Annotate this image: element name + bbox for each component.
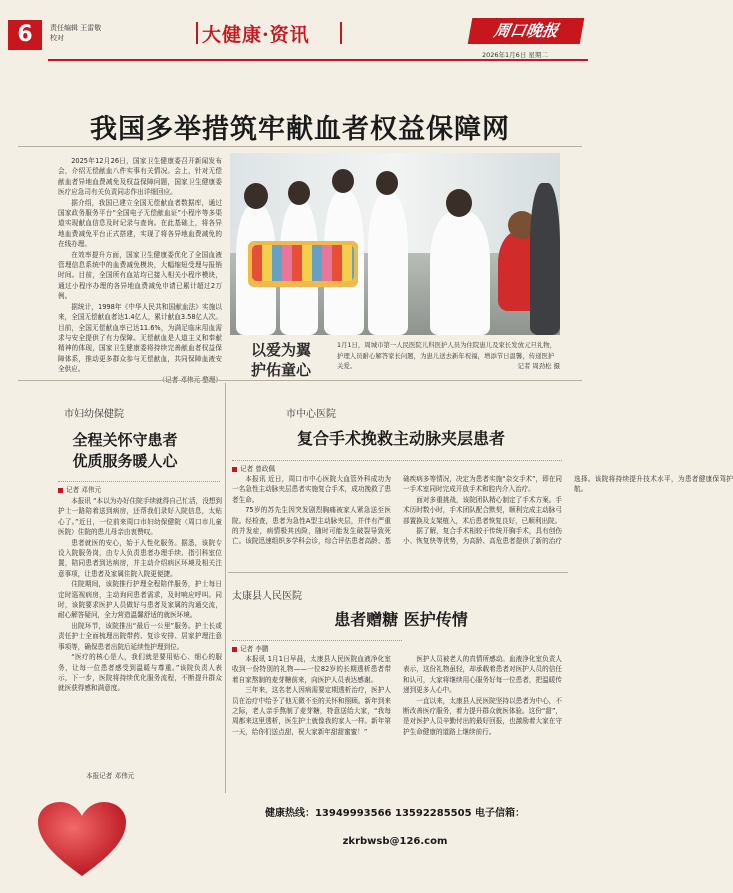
article-paragraph: 据了解，复合手术相较于传统开胸手术，具有创伤小、恢复快等优势，为高龄、高危患者提供了新的治疗选择。该院将持续提升技术水平，为患者健康保驾护航。 [403,475,733,546]
article-paragraph: 面对多重挑战，该院团队精心制定了手术方案。手术历时数小时，手术团队配合默契，顺利完成主动脉弓部置换及支架植入，术后患者恢复良好，已顺利出院。 [403,495,562,525]
article-byline: 记者 邓伟元 [58,484,101,494]
article-paragraph: 出院环节，该院推出“最后一公里”服务。护士长或责任护士全面梳理出院带药、复诊安排、居家护理注意事项等，确保患者出院后延续性护理到位。 [58,621,222,651]
section-bar-left [196,22,198,44]
divider [18,380,582,381]
photo-caption-title-text: 以爱为翼 护佑童心 [250,341,311,379]
article-paragraph: 患者就医的安心，始于人性化服务。据悉，该院专设入院服务岗，由专人负责患者办理手续、指引科室位置，陪同患者到达病房，并主动介绍病区环境及相关注意事项，让患者及家属住院入院更便捷。 [58,538,222,578]
article-title: 患者赠糖 医护传情 [334,610,468,629]
lead-article [58,156,222,385]
hospital-name: 市中心医院 [286,409,336,420]
article-paragraph: 本报讯 近日，周口市中心医院大血管外科成功为一名急性主动脉夹层患者实施复合手术，成功挽救了患者生命。 [232,475,391,504]
header-rule [48,59,588,61]
photo-caption-body [337,340,560,372]
page-number: 6 [8,20,42,50]
proof-credit: 校对 [50,34,64,42]
divider [18,146,582,147]
page-header [0,0,600,62]
section-bar-right [340,22,342,44]
contact-footer: 健康热线：13949993566 13592285505 电子信箱：zkrbwsb@126.com [264,808,526,847]
column-divider [225,383,226,793]
fuyou-article [58,496,222,694]
zhongxin-article [232,474,733,558]
photo-caption-text: 1月1日，周城市第一人民医院儿科医护人员为住院患儿及家长发放元旦礼物，护理人员耐心解答家长问题，为患儿送去新年祝福，增添节日温馨，传递医护关爱。 [337,341,557,370]
section-title: 大健康·资讯 [202,24,310,46]
hospital-name: 太康县人民医院 [232,591,302,602]
hospital-name: 市妇幼保健院 [64,409,124,420]
lead-paragraph: 据统计，1998年《中华人民共和国献血法》实施以来，全国无偿献血者达1.4亿人，累计献血3.58亿人次。目前，全国无偿献血率已达11.6%，为满足临床用血需求与安全提供了有力保障。无偿献血是人道主义和奉献精神的体现，国家卫生健康委将持续完善献血者权益保障体系，推动更多群众参与无偿献血，共同保障血液安全供应。 [58,302,222,374]
article-title: 全程关怀守患者 优质服务暖人心 [72,431,178,470]
divider [228,572,568,573]
photo-caption-title [236,340,326,380]
article-paragraph: 三年来，这名老人因病需要定期透析治疗，医护人员在治疗中给予了他无微不至的关怀和照顾。新年到来之际，老人亲手熬制了麦芽糖，特意送给大家，“我每周都来这里透析，医生护士就像我的家人一样。新年第一天，给你们送点甜，祝大家新年甜甜蜜蜜！” [232,686,391,736]
issue-date: 2026年1月6日 星期二 [482,51,548,59]
article-signature: 本报记者 邓伟元 [86,772,135,780]
lead-paragraph: 据介绍，我国已建立全国无偿献血者数据库，通过国家政务服务平台“全国电子无偿献血证”小程序等多渠道实现献血信息及时记录与查询。在此基础上，将各异地血费减免平台正式搭建，实现了将各异地血费减免的在线办理。 [58,198,222,249]
article-paragraph: 本报讯 1月1日早晨，太康县人民医院血液净化室收到一份特别的礼物——一位82岁的长期透析患者带着自家熬制的麦芽糖前来，向医护人员表达感谢。 [232,655,391,684]
lead-paragraph: 2025年12月26日，国家卫生健康委召开新闻发布会，介绍无偿献血八件实事有关情况。会上，针对无偿献血者异地血费减免及权益保障问题，国家卫生健康委医疗应急司有关负责同志作出详细回应。 [58,157,222,197]
article-title: 复合手术挽救主动脉夹层患者 [296,429,505,448]
article-paragraph: 一直以来，太康县人民医院坚持以患者为中心，不断改善医疗服务，着力提升群众就医体验。这份“甜”，是对医护人员辛勤付出的最好回报，也激励着大家在守护生命健康的道路上继续前行。 [403,696,562,736]
article-paragraph: “医疗的核心是人，我们就是要用贴心、细心的服务，让每一位患者感受到温暖与尊重。”该院负责人表示，下一步，医院将持续优化服务流程，不断提升群众就医获得感和满意度。 [58,653,222,693]
newspaper-logo: 周口晚报 [468,18,585,44]
photo-credit: 记者 周劲松 摄 [517,362,560,370]
taikang-article [232,654,562,794]
article-paragraph: 医护人员被老人的真情所感动。血液净化室负责人表示，这份礼物虽轻，却承载着患者对医护人员的信任和认可，大家将继续用心服务好每一位患者，把温暖传递到更多人心中。 [403,655,562,695]
editor-credit: 责任编辑 王雷敬 [50,24,102,32]
article-paragraph: 本报讯 “本以为办好住院手续就得自己忙活，没想到护士一路陪着送到病房，还帮我们录好入院信息，太贴心了。”近日，一位前来周口市妇幼保健院（周口市儿童医院）住院的患儿母亲由衷赞叹。 [58,497,222,537]
article-byline: 记者 曾政佩 [232,463,275,473]
news-photo [230,153,560,335]
lead-paragraph: 在效率提升方面，国家卫生健康委优化了全国血液管理信息系统中的血费减免模块，大幅缩短受理与报销时间。目前，全国所有血站均已接入相关小程序模块，通过小程序办理的各异地血费减免申请已累计超过2万例。 [58,250,222,301]
heart-icon [36,800,128,880]
main-headline: 我国多举措筑牢献血者权益保障网 [90,114,510,145]
article-paragraph: 75岁的苏先生因突发剧烈胸痛被家人紧急送至医院。经检查，患者为急性A型主动脉夹层，并伴有严重的并发症，病情极其凶险，随时可能发生破裂导致死亡。该院迅速组织多学科会诊，综合评估患者高龄、基础疾病多等情况，决定为患者实施“杂交手术”，即在同一手术室同时完成开放手术和腔内介入治疗。 [232,475,562,546]
article-paragraph: 住院期间，该院推行护理全程陪伴服务，护士每日定时巡视病房，主动询问患者需求，及时响应呼叫。同时，该院要求医护人员做好与患者及家属的沟通交流，耐心解答疑问，全力营造温馨舒适的就医环境。 [58,580,222,620]
article-byline: 记者 李鹏 [232,643,268,653]
